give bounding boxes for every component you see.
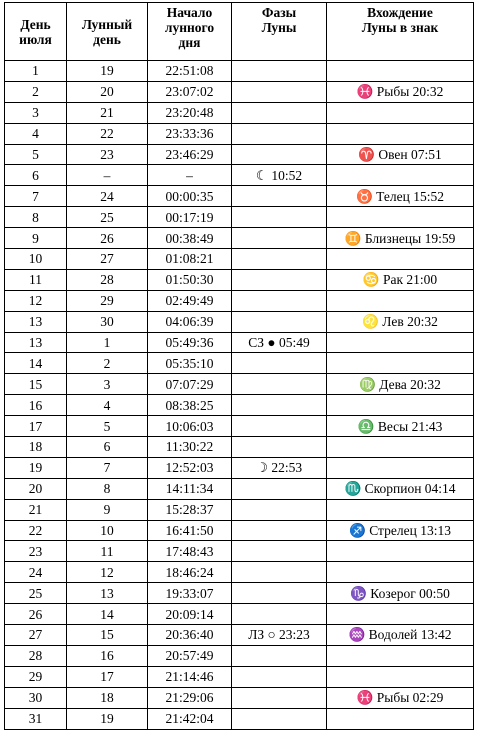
cell-start-time: 08:38:25 <box>148 395 232 416</box>
cell-zodiac-sign <box>327 332 474 353</box>
cell-start-time: 21:14:46 <box>148 666 232 687</box>
cell-day: 19 <box>5 457 67 478</box>
cell-day: 5 <box>5 144 67 165</box>
cell-day: 12 <box>5 290 67 311</box>
table-row <box>5 604 474 625</box>
cell-start-time: 00:00:35 <box>148 186 232 207</box>
cell-lunar-day: 3 <box>67 374 148 395</box>
table-row <box>5 353 474 374</box>
cell-lunar-day: 2 <box>67 353 148 374</box>
table-row <box>5 457 474 478</box>
cell-moon-phase: СЗ ● 05:49 <box>232 332 327 353</box>
table-row <box>5 102 474 123</box>
cell-day: 14 <box>5 353 67 374</box>
cell-zodiac-sign <box>327 207 474 228</box>
cell-zodiac-sign: ♈ Овен 07:51 <box>327 144 474 165</box>
cell-day: 21 <box>5 499 67 520</box>
cell-moon-phase <box>232 437 327 458</box>
cell-zodiac-sign <box>327 499 474 520</box>
cell-lunar-day: 4 <box>67 395 148 416</box>
cell-moon-phase <box>232 562 327 583</box>
cell-moon-phase: ☽ 22:53 <box>232 457 327 478</box>
table-row <box>5 499 474 520</box>
cell-moon-phase <box>232 269 327 290</box>
cell-zodiac-sign <box>327 61 474 82</box>
cell-moon-phase <box>232 61 327 82</box>
table-row <box>5 290 474 311</box>
table-row <box>5 666 474 687</box>
cell-zodiac-sign <box>327 708 474 729</box>
cell-lunar-day: 8 <box>67 478 148 499</box>
cell-moon-phase <box>232 395 327 416</box>
cell-day: 2 <box>5 81 67 102</box>
table-row <box>5 144 474 165</box>
cell-day: 24 <box>5 562 67 583</box>
cell-day: 25 <box>5 583 67 604</box>
cell-moon-phase <box>232 290 327 311</box>
cell-moon-phase: ЛЗ ○ 23:23 <box>232 625 327 646</box>
cell-moon-phase <box>232 228 327 249</box>
cell-day: 8 <box>5 207 67 228</box>
cell-day: 22 <box>5 520 67 541</box>
cell-zodiac-sign: ♋ Рак 21:00 <box>327 269 474 290</box>
cell-start-time: 19:33:07 <box>148 583 232 604</box>
cell-moon-phase <box>232 353 327 374</box>
table-row <box>5 687 474 708</box>
cell-day: 7 <box>5 186 67 207</box>
cell-start-time: 15:28:37 <box>148 499 232 520</box>
cell-day: 11 <box>5 269 67 290</box>
cell-lunar-day: 6 <box>67 437 148 458</box>
cell-start-time: 23:20:48 <box>148 102 232 123</box>
cell-lunar-day: 1 <box>67 332 148 353</box>
cell-lunar-day: 18 <box>67 687 148 708</box>
table-row <box>5 269 474 290</box>
cell-zodiac-sign: ♍ Дева 20:32 <box>327 374 474 395</box>
cell-start-time: 16:41:50 <box>148 520 232 541</box>
cell-lunar-day: 23 <box>67 144 148 165</box>
cell-moon-phase <box>232 207 327 228</box>
table-row <box>5 207 474 228</box>
cell-start-time: 04:06:39 <box>148 311 232 332</box>
cell-day: 10 <box>5 249 67 270</box>
cell-start-time: 02:49:49 <box>148 290 232 311</box>
cell-lunar-day: 7 <box>67 457 148 478</box>
cell-lunar-day: 14 <box>67 604 148 625</box>
cell-lunar-day: 19 <box>67 708 148 729</box>
cell-day: 13 <box>5 332 67 353</box>
table-row <box>5 562 474 583</box>
cell-lunar-day: 21 <box>67 102 148 123</box>
table-row <box>5 520 474 541</box>
table-row <box>5 708 474 729</box>
cell-moon-phase <box>232 541 327 562</box>
cell-moon-phase <box>232 478 327 499</box>
cell-moon-phase <box>232 666 327 687</box>
table-row <box>5 123 474 144</box>
cell-lunar-day: 30 <box>67 311 148 332</box>
cell-lunar-day: 12 <box>67 562 148 583</box>
cell-moon-phase <box>232 708 327 729</box>
cell-start-time: 18:46:24 <box>148 562 232 583</box>
cell-lunar-day: 5 <box>67 416 148 437</box>
cell-day: 27 <box>5 625 67 646</box>
cell-lunar-day: 17 <box>67 666 148 687</box>
cell-zodiac-sign <box>327 645 474 666</box>
cell-start-time: 23:07:02 <box>148 81 232 102</box>
table-row <box>5 61 474 82</box>
cell-start-time: – <box>148 165 232 186</box>
cell-zodiac-sign <box>327 353 474 374</box>
cell-zodiac-sign <box>327 165 474 186</box>
cell-day: 15 <box>5 374 67 395</box>
cell-day: 3 <box>5 102 67 123</box>
cell-zodiac-sign <box>327 290 474 311</box>
cell-zodiac-sign: ♏ Скорпион 04:14 <box>327 478 474 499</box>
cell-lunar-day: 19 <box>67 61 148 82</box>
cell-start-time: 00:17:19 <box>148 207 232 228</box>
cell-day: 6 <box>5 165 67 186</box>
cell-moon-phase: ☾ 10:52 <box>232 165 327 186</box>
cell-moon-phase <box>232 186 327 207</box>
cell-day: 17 <box>5 416 67 437</box>
cell-zodiac-sign: ♒ Водолей 13:42 <box>327 625 474 646</box>
cell-start-time: 05:35:10 <box>148 353 232 374</box>
cell-day: 28 <box>5 645 67 666</box>
header-lunar-day: Лунный день <box>67 3 148 61</box>
cell-start-time: 20:36:40 <box>148 625 232 646</box>
cell-zodiac-sign: ♎ Весы 21:43 <box>327 416 474 437</box>
header-day: День июля <box>5 3 67 61</box>
cell-zodiac-sign <box>327 395 474 416</box>
cell-day: 29 <box>5 666 67 687</box>
cell-start-time: 22:51:08 <box>148 61 232 82</box>
cell-zodiac-sign: ♑ Козерог 00:50 <box>327 583 474 604</box>
cell-start-time: 11:30:22 <box>148 437 232 458</box>
cell-day: 26 <box>5 604 67 625</box>
cell-lunar-day: – <box>67 165 148 186</box>
cell-lunar-day: 11 <box>67 541 148 562</box>
cell-start-time: 14:11:34 <box>148 478 232 499</box>
cell-moon-phase <box>232 374 327 395</box>
table-row <box>5 478 474 499</box>
table-row <box>5 332 474 353</box>
cell-start-time: 00:38:49 <box>148 228 232 249</box>
cell-day: 31 <box>5 708 67 729</box>
cell-day: 1 <box>5 61 67 82</box>
cell-zodiac-sign <box>327 437 474 458</box>
cell-start-time: 20:57:49 <box>148 645 232 666</box>
cell-lunar-day: 26 <box>67 228 148 249</box>
cell-day: 30 <box>5 687 67 708</box>
cell-zodiac-sign: ♌ Лев 20:32 <box>327 311 474 332</box>
cell-zodiac-sign: ♓ Рыбы 20:32 <box>327 81 474 102</box>
table-header <box>5 3 474 61</box>
cell-moon-phase <box>232 604 327 625</box>
cell-lunar-day: 27 <box>67 249 148 270</box>
cell-moon-phase <box>232 687 327 708</box>
cell-start-time: 21:29:06 <box>148 687 232 708</box>
lunar-calendar-table <box>4 2 474 730</box>
cell-zodiac-sign <box>327 562 474 583</box>
cell-start-time: 17:48:43 <box>148 541 232 562</box>
cell-zodiac-sign <box>327 604 474 625</box>
cell-moon-phase <box>232 249 327 270</box>
header-sign: Вхождение Луны в знак <box>327 3 474 61</box>
cell-zodiac-sign <box>327 249 474 270</box>
cell-lunar-day: 20 <box>67 81 148 102</box>
cell-zodiac-sign: ♐ Стрелец 13:13 <box>327 520 474 541</box>
cell-lunar-day: 24 <box>67 186 148 207</box>
cell-zodiac-sign <box>327 457 474 478</box>
cell-moon-phase <box>232 81 327 102</box>
cell-start-time: 10:06:03 <box>148 416 232 437</box>
cell-zodiac-sign <box>327 541 474 562</box>
table-row <box>5 249 474 270</box>
cell-zodiac-sign <box>327 102 474 123</box>
table-row <box>5 186 474 207</box>
cell-moon-phase <box>232 520 327 541</box>
cell-start-time: 01:50:30 <box>148 269 232 290</box>
cell-moon-phase <box>232 102 327 123</box>
cell-start-time: 12:52:03 <box>148 457 232 478</box>
cell-moon-phase <box>232 311 327 332</box>
cell-lunar-day: 16 <box>67 645 148 666</box>
cell-day: 20 <box>5 478 67 499</box>
cell-zodiac-sign: ♓ Рыбы 02:29 <box>327 687 474 708</box>
cell-start-time: 07:07:29 <box>148 374 232 395</box>
table-row <box>5 165 474 186</box>
header-start: Начало лунного дня <box>148 3 232 61</box>
cell-day: 4 <box>5 123 67 144</box>
table-row <box>5 625 474 646</box>
cell-day: 13 <box>5 311 67 332</box>
table-row <box>5 395 474 416</box>
cell-day: 16 <box>5 395 67 416</box>
cell-moon-phase <box>232 499 327 520</box>
cell-moon-phase <box>232 144 327 165</box>
cell-lunar-day: 9 <box>67 499 148 520</box>
header-row <box>5 3 474 61</box>
cell-moon-phase <box>232 123 327 144</box>
cell-lunar-day: 25 <box>67 207 148 228</box>
table-row <box>5 374 474 395</box>
table-row <box>5 437 474 458</box>
cell-start-time: 01:08:21 <box>148 249 232 270</box>
cell-lunar-day: 22 <box>67 123 148 144</box>
cell-moon-phase <box>232 583 327 604</box>
cell-lunar-day: 10 <box>67 520 148 541</box>
table-row <box>5 645 474 666</box>
table-row <box>5 416 474 437</box>
cell-moon-phase <box>232 416 327 437</box>
cell-moon-phase <box>232 645 327 666</box>
table-row <box>5 311 474 332</box>
table-row <box>5 228 474 249</box>
cell-zodiac-sign: ♊ Близнецы 19:59 <box>327 228 474 249</box>
cell-start-time: 23:46:29 <box>148 144 232 165</box>
cell-start-time: 23:33:36 <box>148 123 232 144</box>
cell-lunar-day: 28 <box>67 269 148 290</box>
cell-day: 9 <box>5 228 67 249</box>
table-row <box>5 541 474 562</box>
cell-start-time: 20:09:14 <box>148 604 232 625</box>
header-phase: Фазы Луны <box>232 3 327 61</box>
cell-day: 18 <box>5 437 67 458</box>
cell-lunar-day: 29 <box>67 290 148 311</box>
cell-zodiac-sign: ♉ Телец 15:52 <box>327 186 474 207</box>
cell-start-time: 21:42:04 <box>148 708 232 729</box>
table-row <box>5 583 474 604</box>
cell-zodiac-sign <box>327 123 474 144</box>
cell-start-time: 05:49:36 <box>148 332 232 353</box>
cell-zodiac-sign <box>327 666 474 687</box>
cell-lunar-day: 13 <box>67 583 148 604</box>
table-row <box>5 81 474 102</box>
table-body <box>5 61 474 730</box>
cell-day: 23 <box>5 541 67 562</box>
cell-lunar-day: 15 <box>67 625 148 646</box>
